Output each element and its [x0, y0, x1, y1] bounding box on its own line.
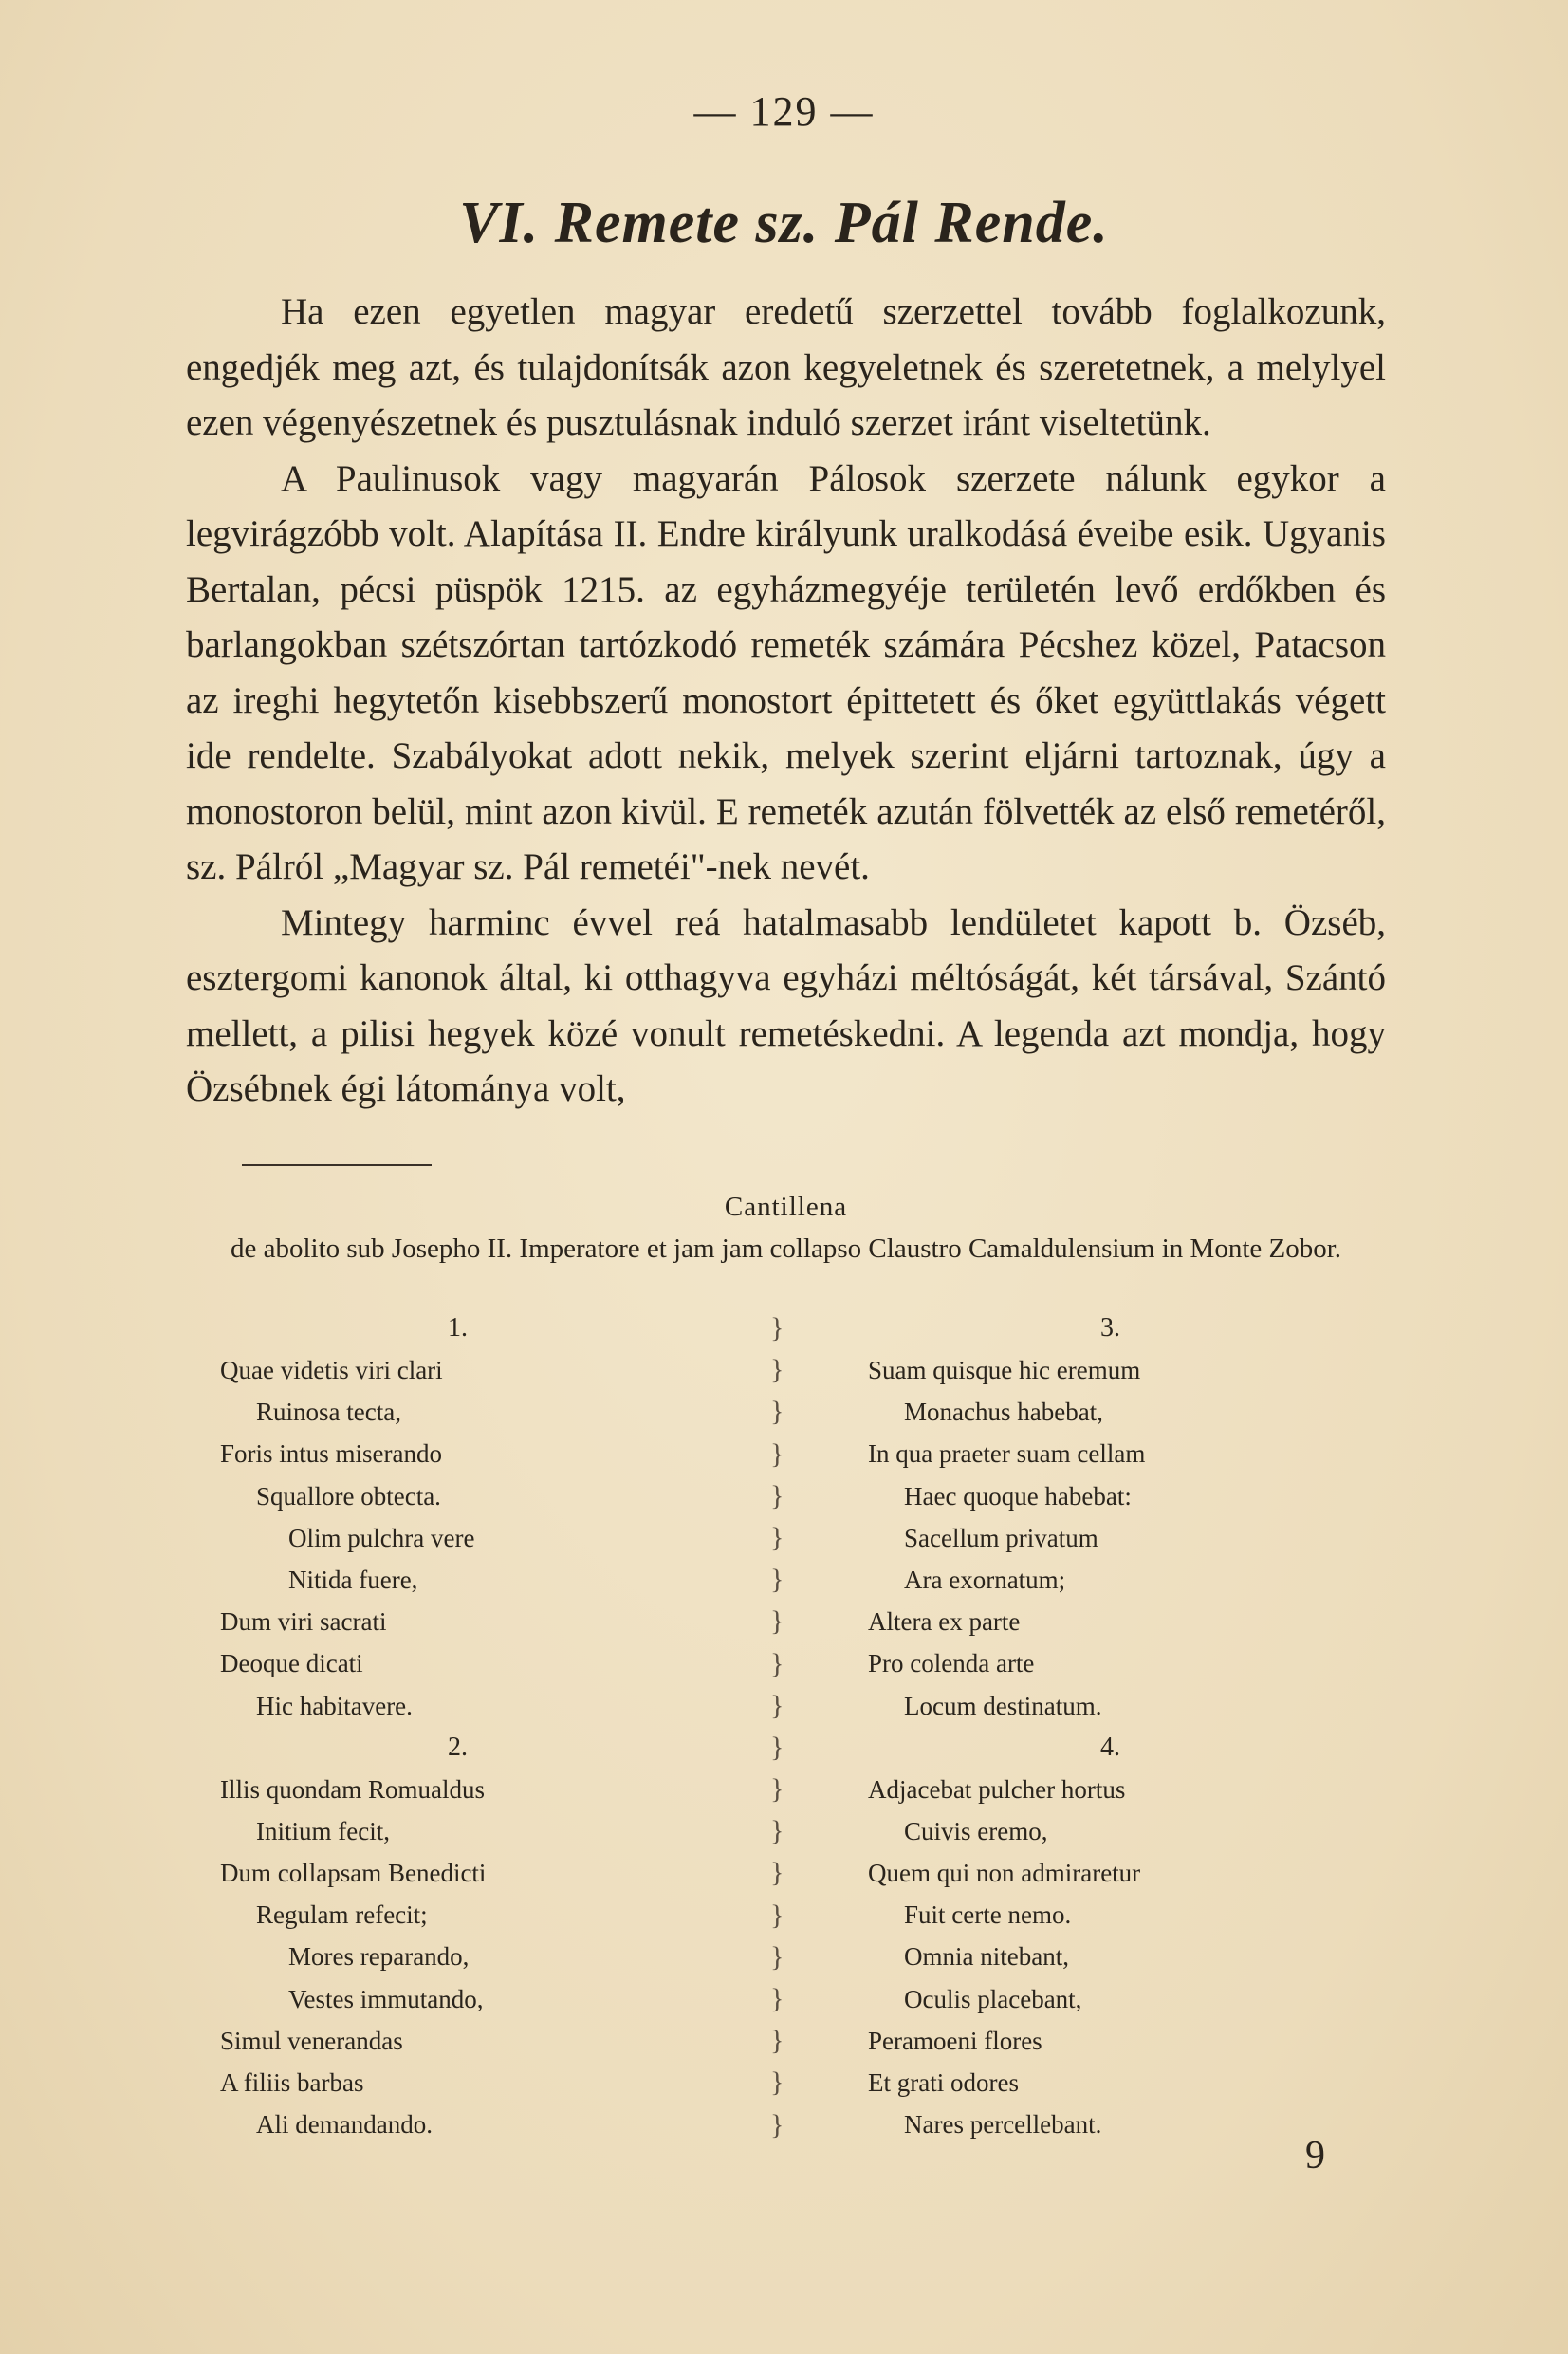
verse-line: Simul venerandas	[220, 2026, 403, 2055]
verse-line: Mores reparando,	[288, 1942, 470, 1972]
poem-column-right	[868, 1307, 1266, 2145]
stanza-4	[868, 1727, 1266, 2146]
verse-line: Deoque dicati	[220, 1649, 363, 1678]
verse-line: Squallore obtecta.	[256, 1481, 441, 1511]
verse-line: A filiis barbas	[220, 2068, 364, 2097]
body-text	[186, 285, 1386, 1118]
verse-line: Adjacebat pulcher hortus	[868, 1774, 1126, 1804]
paragraph: A Paulinusok vagy magyarán Pálosok szerzete nálunk egykor a legvirágzóbb volt. Alapítása II. Endre királyunk uralkodásá éveibe esik. Ugyanis Bertalan, pécsi püspök 1215. az egyházmegyéje területén levő erdőkben és barlangokban szétszórtan tartózkodó remeték számára Pécshez közel, Patacson az ireghi hegytetőn kisebbszerű monostort épittetett és őket együttlakás végett ide rendelte. Szabályokat adott nekik, melyek szerint eljárni tartoznak, úgy a monostoron belül, mint azon kivül. E remeték azután fölvették az első remetéről, sz. Pálról „Magyar sz. Pál remetéi"-nek nevét.	[186, 457, 1386, 887]
paragraph: Mintegy harminc évvel reá hatalmasabb lendületet kapott b. Özséb, esztergomi kanonok által, ki otthagyva egyházi méltóságát, két társával, Szántó mellett, a pilisi hegyek közé vonult remetéskedni. A legenda azt mondja, hogy Özsébnek égi látománya volt,	[186, 901, 1386, 1109]
verse-line: Locum destinatum.	[904, 1691, 1102, 1720]
verse-line: Illis quondam Romualdus	[220, 1774, 485, 1804]
verse-line: Fuit certe nemo.	[904, 1900, 1072, 1930]
stanza-number: 2.	[448, 1732, 468, 1762]
stanza-number: 4.	[1100, 1732, 1120, 1762]
page-number: — 129 —	[693, 88, 875, 135]
verse-line: Suam quisque hic eremum	[868, 1356, 1141, 1384]
footnote-divider	[242, 1164, 432, 1166]
stanza-3	[868, 1307, 1266, 1727]
verse-line: Nitida fuere,	[288, 1565, 418, 1594]
verse-line: Peramoeni flores	[868, 2026, 1042, 2055]
verse-line: Ali demandando.	[256, 2110, 433, 2140]
verse-line: Dum collapsam Benedicti	[220, 1859, 487, 1888]
verse-line: Ara exornatum;	[904, 1565, 1066, 1594]
stanza-2	[220, 1727, 618, 2146]
verse-line: Et grati odores	[868, 2068, 1019, 2097]
signature-mark: 9	[1305, 2134, 1325, 2178]
verse-line: Omnia nitebant,	[904, 1942, 1069, 1972]
verse-line: Vestes immutando,	[288, 1984, 484, 2013]
verse-line: Initium fecit,	[256, 1816, 390, 1845]
verse-line: Hic habitavere.	[256, 1691, 413, 1720]
verse-line: Ruinosa tecta,	[256, 1398, 401, 1427]
poem-title	[186, 1186, 1386, 1270]
verse-line: Olim pulchra vere	[288, 1523, 475, 1552]
stanza-1	[220, 1307, 618, 1727]
verse-line: Quem qui non admiraretur	[868, 1859, 1141, 1888]
poem-title-subtitle: de abolito sub Josepho II. Imperatore et jam jam collapso Claustro Camaldulensium in Monte Zobor.	[230, 1233, 1342, 1264]
verse-line: Sacellum privatum	[904, 1523, 1098, 1552]
verse-line: Foris intus miserando	[220, 1439, 442, 1469]
verse-line: Altera ex parte	[868, 1607, 1021, 1637]
poem-title-main: Cantillena	[724, 1192, 848, 1222]
verse-line: Dum viri sacrati	[220, 1607, 387, 1637]
chapter-heading: VI. Remete sz. Pál Rende.	[459, 191, 1109, 255]
paragraph: Ha ezen egyetlen magyar eredetű szerzettel tovább foglalkozunk, engedjék meg azt, és tulajdonítsák azon kegyeletnek és szeretetnek, a melylyel ezen végenyészetnek és pusztulásnak induló szerzet iránt viseltetünk.	[186, 291, 1386, 443]
verse-line: Haec quoque habebat:	[904, 1481, 1132, 1511]
verse-line: In qua praeter suam cellam	[868, 1439, 1146, 1469]
verse-line: Monachus habebat,	[904, 1398, 1103, 1427]
stanza-number: 3.	[1100, 1313, 1120, 1343]
stanza-number: 1.	[448, 1313, 468, 1343]
verse-line: Regulam refecit;	[256, 1900, 428, 1930]
verse-line: Quae videtis viri clari	[220, 1356, 443, 1384]
column-separator-braces: } } } } } } } } } } } } } } } } } } } }	[770, 1312, 784, 2141]
poem-column-left	[220, 1307, 618, 2145]
verse-line: Oculis placebant,	[904, 1984, 1082, 2013]
verse-line: Cuivis eremo,	[904, 1816, 1048, 1845]
verse-line: Pro colenda arte	[868, 1649, 1035, 1678]
verse-line: Nares percellebant.	[904, 2110, 1102, 2140]
